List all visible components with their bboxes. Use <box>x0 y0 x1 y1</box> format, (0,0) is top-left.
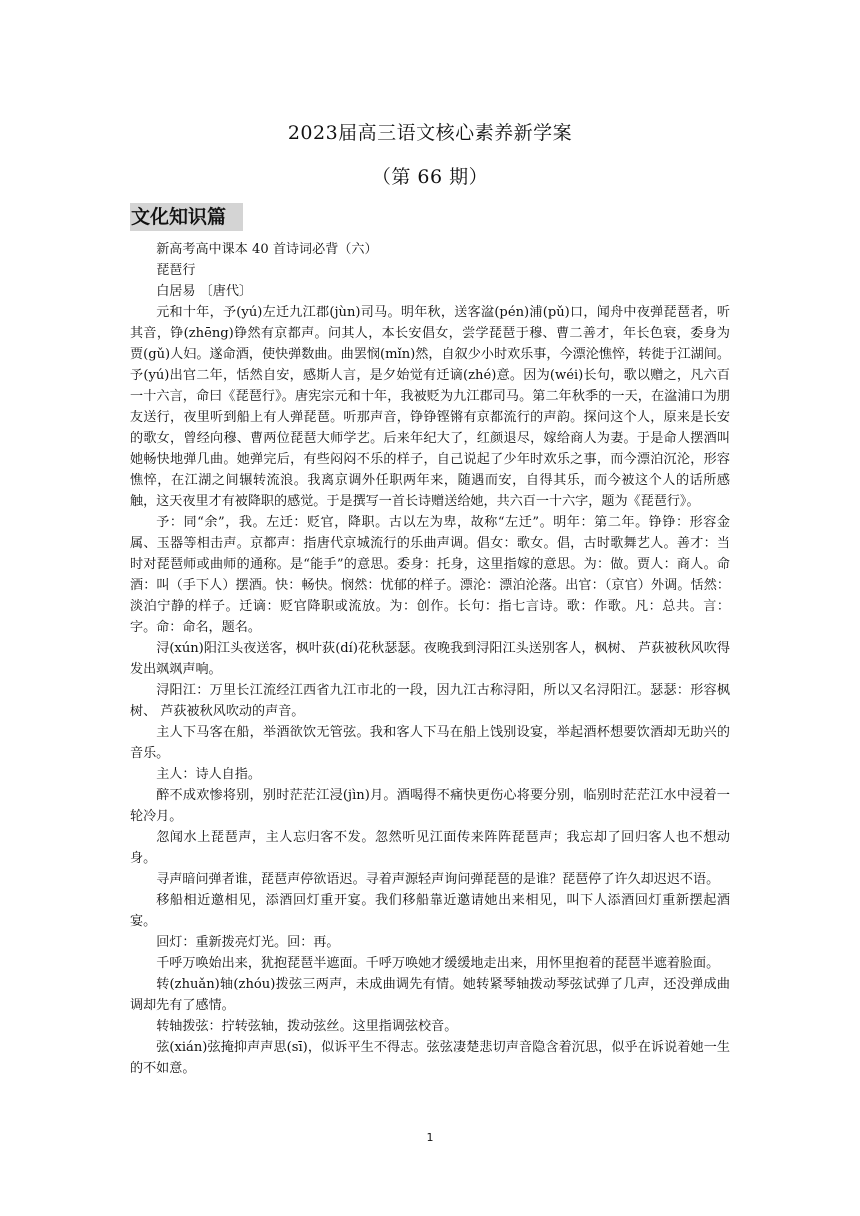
verse-paragraph: 主人下马客在船，举酒欲饮无管弦。我和客人下马在船上饯别设宴，举起酒杯想要饮酒却无助兴的音乐。 <box>130 725 730 761</box>
document-body <box>130 239 730 1079</box>
annotation-paragraph: 主人：诗人自指。 <box>156 767 261 782</box>
page-number: 1 <box>426 1131 434 1144</box>
subtitle-line: 新高考高中课本 40 首诗词必背（六） <box>156 242 378 257</box>
verse-paragraph: 移船相近邀相见，添酒回灯重开宴。我们移船靠近邀请她出来相见，叫下人添酒回灯重新摆起酒宴。 <box>130 893 730 929</box>
poem-title: 琵琶行 <box>156 263 196 278</box>
verse-paragraph: 转(zhuǎn)轴(zhóu)拨弦三两声，未成曲调先有情。她转紧琴轴拨动琴弦试弹了几声，还没弹成曲调却先有了感情。 <box>130 977 730 1013</box>
verse-paragraph: 弦(xián)弦掩抑声声思(sī)，似诉平生不得志。弦弦凄楚悲切声音隐含着沉思，似乎在诉说着她一生的不如意。 <box>130 1040 730 1076</box>
section-heading: 文化知识篇 <box>130 203 243 231</box>
preface-paragraph: 元和十年，予(yú)左迁九江郡(jùn)司马。明年秋，送客湓(pén)浦(pǔ)口，闻舟中夜弹琵琶者，听其音，铮(zhēng)铮然有京都声。问其人，本长安倡女，尝学琵琶于穆、曹二善才，年长色衰，委身为贾(gǔ)人妇。遂命酒，使快弹数曲。曲罢悯(mǐn)然，自叙少小时欢乐事，今漂沦憔悴，转徙于江湖间。予(yú)出官二年，恬然自安，感斯人言，是夕始觉有迁谪(zhé)意。因为(wéi)长句，歌以赠之，凡六百一十六言，命曰《琵琶行》。唐宪宗元和十年，我被贬为九江郡司马。第二年秋季的一天，在湓浦口为朋友送行，夜里听到船上有人弹琵琶。听那声音，铮铮铿锵有京都流行的声韵。探问这个人，原来是长安的歌女，曾经向穆、曹两位琵琶大师学艺。后来年纪大了，红颜退尽，嫁给商人为妻。于是命人摆酒叫她畅快地弹几曲。她弹完后，有些闷闷不乐的样子，自己说起了少年时欢乐之事，而今漂泊沉沦，形容憔悴，在江湖之间辗转流浪。我离京调外任职两年来，随遇而安，自得其乐，而今被这个人的话所感触，这天夜里才有被降职的感觉。于是撰写一首长诗赠送给她，共六百一十六字，题为《琵琶行》。 <box>130 305 730 509</box>
verse-paragraph: 醉不成欢惨将别，别时茫茫江浸(jìn)月。酒喝得不痛快更伤心将要分别，临别时茫茫江水中浸着一轮冷月。 <box>130 788 730 824</box>
verse-paragraph: 寻声暗问弹者谁，琵琶声停欲语迟。寻着声源轻声询问弹琵琶的是谁？琵琶停了许久却迟迟不语。 <box>156 872 720 887</box>
poem-author: 白居易 〔唐代〕 <box>156 284 253 299</box>
verse-paragraph: 忽闻水上琵琶声，主人忘归客不发。忽然听见江面传来阵阵琵琶声；我忘却了回归客人也不想动身。 <box>130 830 730 866</box>
issue-number: （第 66 期） <box>371 166 489 188</box>
verse-paragraph: 千呼万唤始出来，犹抱琵琶半遮面。千呼万唤她才缓缓地走出来，用怀里抱着的琵琶半遮着脸面。 <box>156 956 720 971</box>
document-title: 2023届高三语文核心素养新学案 <box>287 122 573 144</box>
annotation-paragraph: 予：同“余”，我。左迁：贬官，降职。古以左为卑，故称“左迁”。明年：第二年。铮铮：形容金属、玉器等相击声。京都声：指唐代京城流行的乐曲声调。倡女：歌女。倡，古时歌舞艺人。善才：当时对琵琶师或曲师的通称。是“能手”的意思。委身：托身，这里指嫁的意思。为：做。贾人：商人。命酒：叫（手下人）摆酒。快：畅快。悯然：忧郁的样子。漂沦：漂泊沦落。出官：（京官）外调。恬然：淡泊宁静的样子。迁谪：贬官降职或流放。为：创作。长句：指七言诗。歌：作歌。凡：总共。言：字。命：命名，题名。 <box>130 515 730 635</box>
verse-paragraph: 浔(xún)阳江头夜送客，枫叶荻(dí)花秋瑟瑟。夜晚我到浔阳江头送别客人，枫树、 芦荻被秋风吹得发出飒飒声响。 <box>130 641 730 677</box>
annotation-paragraph: 回灯：重新拨亮灯光。回：再。 <box>156 935 340 950</box>
annotation-paragraph: 转轴拨弦：拧转弦轴，拨动弦丝。这里指调弦校音。 <box>156 1019 458 1034</box>
annotation-paragraph: 浔阳江：万里长江流经江西省九江市北的一段，因九江古称浔阳，所以又名浔阳江。瑟瑟：形容枫树、 芦荻被秋风吹动的声音。 <box>130 683 730 719</box>
